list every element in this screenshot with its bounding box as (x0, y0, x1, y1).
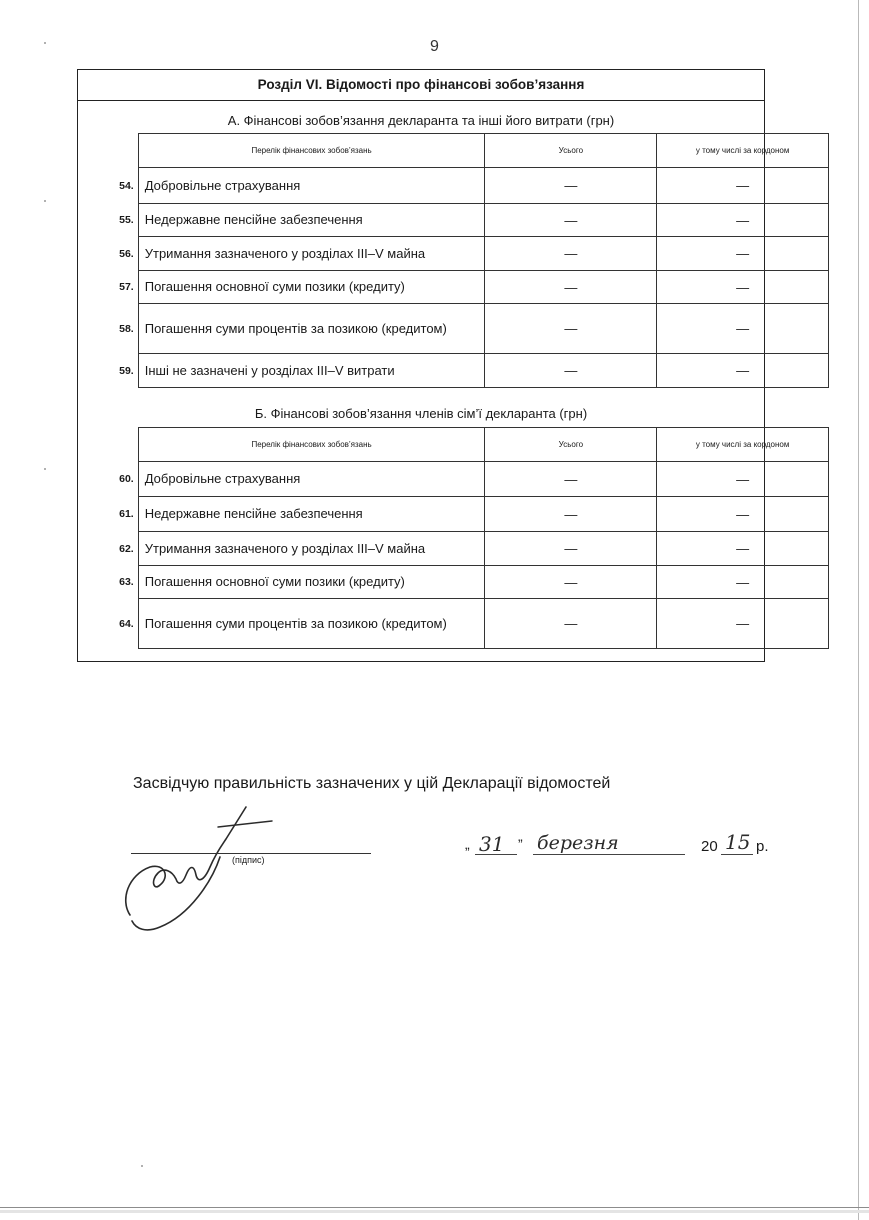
scan-speck (44, 468, 46, 470)
row-number: 61. (119, 508, 134, 520)
row-number: 56. (119, 247, 134, 260)
row-total-cell (485, 599, 657, 649)
total-value: — (564, 178, 578, 193)
page-edge-bottom-shadow (0, 1210, 869, 1213)
date-month: березня (537, 832, 619, 854)
total-value: — (564, 471, 578, 487)
row-total-cell (485, 168, 657, 204)
scan-speck (44, 200, 46, 202)
row-label: Погашення основної суми позики (кредиту) (138, 271, 485, 304)
abroad-value: — (736, 363, 750, 378)
column-header-list: Перелік фінансових зобов’язань (138, 134, 485, 168)
section-title: Розділ VI. Відомості про фінансові зобов’язання (78, 70, 764, 101)
total-value: — (564, 279, 578, 295)
row-abroad-cell (657, 204, 829, 237)
row-label: Добровільне страхування (138, 168, 485, 204)
date-year-suffix: 15 (725, 830, 751, 854)
column-header-total: Усього (485, 134, 657, 168)
abroad-value: — (736, 471, 750, 487)
row-abroad-cell (657, 599, 829, 649)
total-value: — (564, 541, 578, 556)
row-total-cell (485, 462, 657, 497)
row-total-cell (485, 566, 657, 599)
row-abroad-cell (657, 237, 829, 271)
date-month-line (533, 854, 685, 855)
table-row (108, 204, 829, 237)
row-number: 64. (119, 617, 134, 630)
row-abroad-cell (657, 168, 829, 204)
total-value: — (564, 246, 578, 261)
row-abroad-cell (657, 532, 829, 566)
column-header-list: Перелік фінансових зобов’язань (138, 428, 485, 462)
row-total-cell (485, 271, 657, 304)
row-number: 62. (119, 542, 134, 555)
row-label: Погашення суми процентів за позикою (кредитом) (138, 599, 485, 649)
scan-speck (44, 42, 46, 44)
date-suffix: р. (756, 838, 769, 855)
date-block (465, 830, 785, 870)
part-b-table (108, 427, 829, 649)
column-header-total: Усього (485, 428, 657, 462)
abroad-value: — (736, 541, 750, 556)
table-row (108, 599, 829, 649)
row-total-cell (485, 354, 657, 388)
date-year-line (721, 854, 753, 855)
column-header-abroad: у тому числі за кордоном (657, 134, 829, 168)
row-number: 63. (119, 576, 134, 588)
date-close-quote: ” (518, 836, 523, 852)
row-number: 59. (119, 364, 134, 377)
table-row (108, 271, 829, 304)
table-row (108, 566, 829, 599)
total-value: — (564, 506, 578, 522)
row-total-cell (485, 497, 657, 532)
row-abroad-cell (657, 462, 829, 497)
column-header-abroad: у тому числі за кордоном (657, 428, 829, 462)
part-a-table (108, 133, 829, 388)
row-label: Утримання зазначеного у розділах III–V майна (138, 532, 485, 566)
table-row (108, 497, 829, 532)
abroad-value: — (736, 246, 750, 261)
row-total-cell (485, 204, 657, 237)
attestation-text: Засвідчую правильність зазначених у цій Декларації відомостей (133, 775, 611, 792)
row-number: 55. (119, 214, 134, 226)
abroad-value: — (736, 178, 750, 193)
table-row (108, 354, 829, 388)
total-value: — (564, 212, 578, 228)
abroad-value: — (736, 616, 750, 631)
row-label: Погашення суми процентів за позикою (кредитом) (138, 304, 485, 354)
page-edge-right (858, 0, 859, 1220)
abroad-value: — (736, 321, 750, 336)
abroad-value: — (736, 212, 750, 228)
abroad-value: — (736, 506, 750, 522)
table-row (108, 304, 829, 354)
date-day: 31 (479, 832, 505, 856)
date-open-quote: „ (465, 836, 470, 852)
date-year-prefix: 20 (701, 838, 718, 855)
part-a-title: А. Фінансові зобов’язання декларанта та інші його витрати (грн) (227, 113, 615, 128)
table-row (108, 168, 829, 204)
row-total-cell (485, 237, 657, 271)
row-number: 57. (119, 281, 134, 293)
abroad-value: — (736, 279, 750, 295)
row-abroad-cell (657, 566, 829, 599)
table-row (108, 237, 829, 271)
scan-speck (141, 1165, 143, 1167)
row-abroad-cell (657, 497, 829, 532)
table-header-row (108, 428, 829, 462)
row-number: 60. (119, 473, 134, 485)
row-label: Утримання зазначеного у розділах III–V майна (138, 237, 485, 271)
row-label: Недержавне пенсійне забезпечення (138, 497, 485, 532)
row-label: Добровільне страхування (138, 462, 485, 497)
table-row (108, 462, 829, 497)
total-value: — (564, 616, 578, 631)
row-abroad-cell (657, 304, 829, 354)
total-value: — (564, 363, 578, 378)
total-value: — (564, 321, 578, 336)
abroad-value: — (736, 574, 750, 590)
signature-caption: (підпис) (232, 855, 265, 865)
section-frame (77, 69, 790, 662)
row-label: Недержавне пенсійне забезпечення (138, 204, 485, 237)
signature-image (120, 805, 295, 935)
row-label: Інші не зазначені у розділах III–V витрати (138, 354, 485, 388)
table-header-row (108, 134, 829, 168)
row-abroad-cell (657, 271, 829, 304)
date-day-line (475, 854, 517, 855)
table-row (108, 532, 829, 566)
page-number: 9 (430, 38, 439, 55)
page-edge-bottom (0, 1207, 869, 1208)
total-value: — (564, 574, 578, 590)
row-number: 58. (119, 322, 134, 335)
row-total-cell (485, 304, 657, 354)
row-label: Погашення основної суми позики (кредиту) (138, 566, 485, 599)
row-total-cell (485, 532, 657, 566)
row-abroad-cell (657, 354, 829, 388)
signature-line (131, 853, 371, 854)
part-b-title: Б. Фінансові зобов’язання членів сім’ї декларанта (грн) (254, 406, 588, 421)
row-number: 54. (119, 179, 134, 192)
